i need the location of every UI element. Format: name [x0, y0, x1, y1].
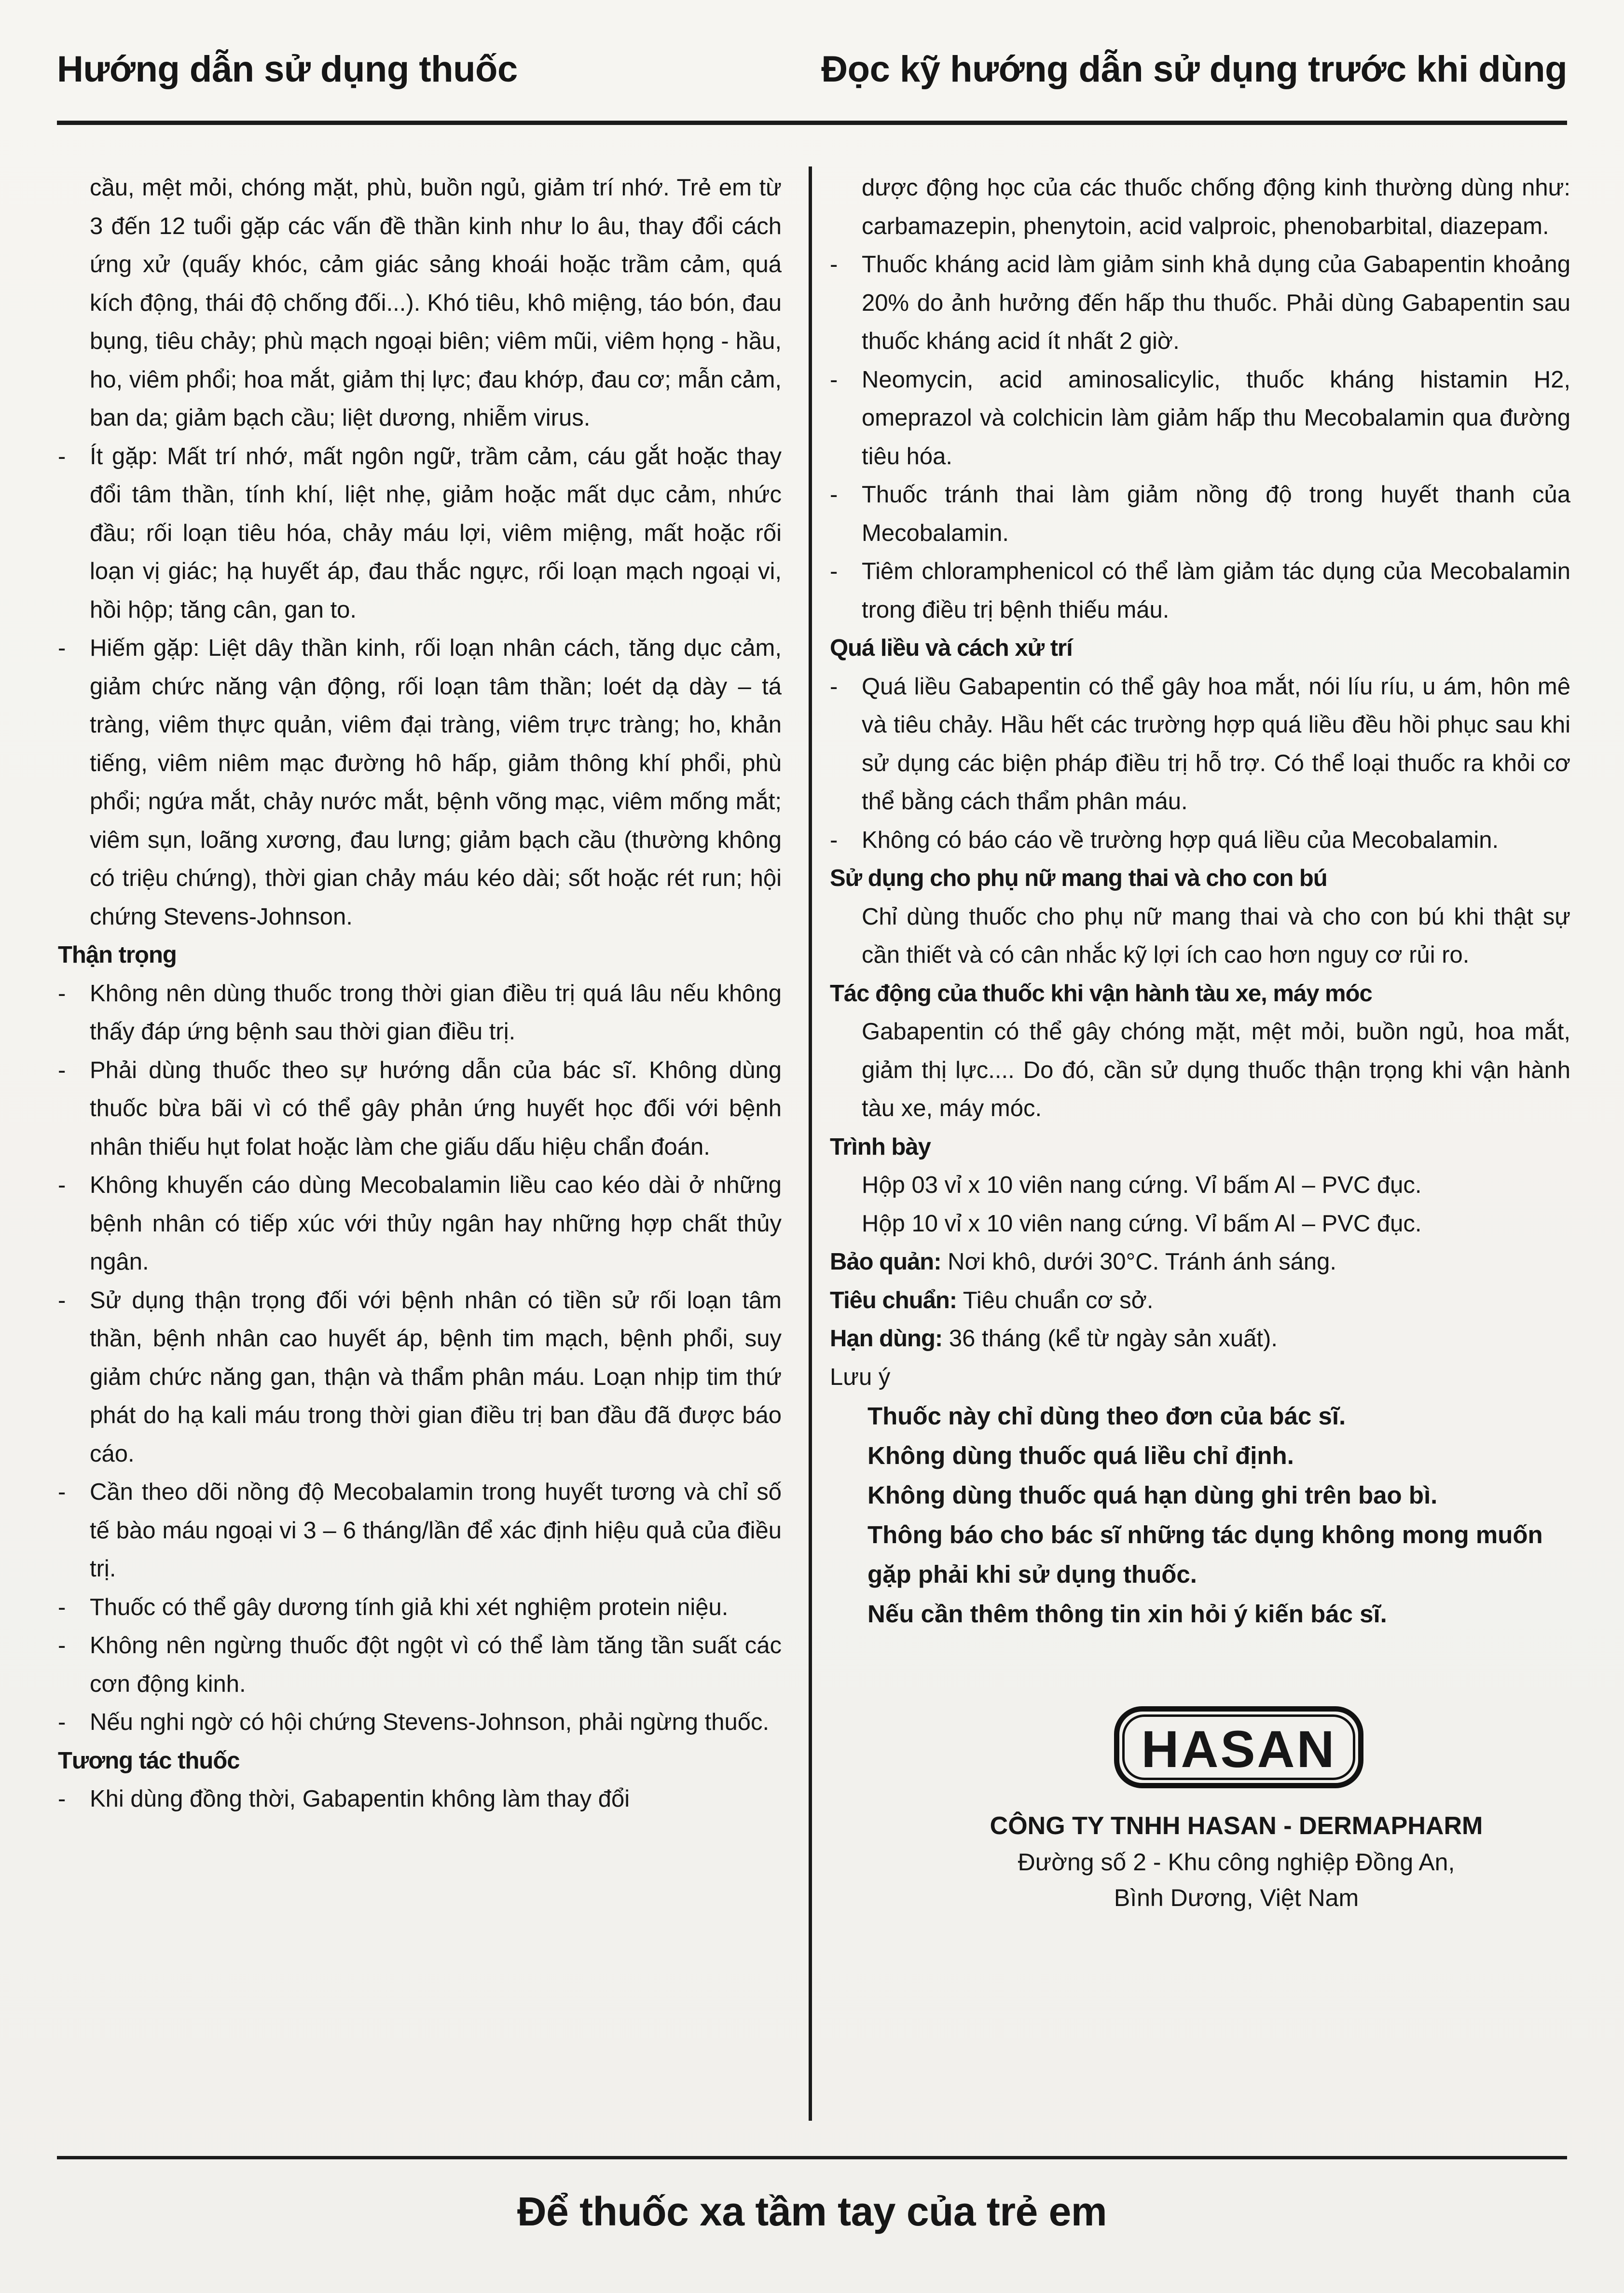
list-item	[830, 361, 1570, 476]
note-line: Thông báo cho bác sĩ những tác dụng không mong muốn gặp phải khi sử dụng thuốc.	[867, 1521, 1543, 1588]
list-dash: -	[830, 673, 838, 700]
note-line: Thuốc này chỉ dùng theo đơn của bác sĩ.	[867, 1402, 1346, 1430]
side-effects-continued: cầu, mệt mỏi, chóng mặt, phù, buồn ngủ, giảm trí nhớ. Trẻ em từ 3 đến 12 tuổi gặp các vấn đề thần kinh như lo âu, thay đổi cách ứng xử (quấy khóc, cảm giác sảng khoái hoặc trầm cảm, quá kích động, thái độ chống đối...). Khó tiêu, khô miệng, táo bón, đau bụng, tiêu chảy; phù mạch ngoại biên; viêm mũi, viêm họng - hầu, ho, viêm phổi; hoa mắt, giảm thị lực; đau khớp, đau cơ; mẫn cảm, ban da; giảm bạch cầu; liệt dương, nhiễm virus.	[90, 175, 782, 431]
presentation-line: Hộp 03 vỉ x 10 viên nang cứng. Vỉ bấm Al – PVC đục.	[862, 1172, 1422, 1198]
list-dash: -	[58, 443, 66, 470]
list-item	[58, 1166, 782, 1282]
caution-text: Sử dụng thận trọng đối với bệnh nhân có tiền sử rối loạn tâm thần, bệnh nhân cao huyết áp, bệnh tim mạch, bệnh phổi, suy giảm chức năng gan, thận và thẩm phân máu. Loạn nhịp tim thứ phát do hạ kali máu trong thời gian điều trị ban đầu đã được báo cáo.	[90, 1287, 782, 1467]
storage-value: Nơi khô, dưới 30°C. Tránh ánh sáng.	[941, 1249, 1336, 1275]
list-item	[58, 1780, 782, 1819]
interaction-text: Tiêm chloramphenicol có thể làm giảm tác dụng của Mecobalamin trong điều trị bệnh thiếu máu.	[862, 558, 1570, 623]
caution-text: Không nên ngừng thuốc đột ngột vì có thể làm tăng tần suất các cơn động kinh.	[90, 1632, 782, 1697]
presentation-line: Hộp 10 vỉ x 10 viên nang cứng. Vỉ bấm Al – PVC đục.	[862, 1210, 1422, 1237]
list-dash: -	[830, 827, 838, 853]
expiry-label: Hạn dùng:	[830, 1326, 943, 1352]
list-item	[58, 1282, 782, 1474]
overdose-text: Không có báo cáo về trường hợp quá liều của Mecobalamin.	[862, 827, 1499, 853]
list-item	[830, 553, 1570, 629]
footer-warning: Để thuốc xa tầm tay của trẻ em	[517, 2189, 1107, 2234]
logo-area	[830, 1706, 1570, 1788]
note-heading: Lưu ý	[830, 1364, 891, 1390]
interaction-text: Neomycin, acid aminosalicylic, thuốc kháng histamin H2, omeprazol và colchicin làm giảm hấp thu Mecobalamin qua đường tiêu hóa.	[862, 366, 1570, 470]
storage-line	[830, 1243, 1570, 1282]
list-dash: -	[830, 366, 838, 393]
list-item	[830, 476, 1570, 553]
company-name: CÔNG TY TNHH HASAN - DERMAPHARM	[990, 1812, 1483, 1840]
header-title-left: Hướng dẫn sử dụng thuốc	[57, 49, 518, 90]
list-dash: -	[58, 1786, 66, 1812]
storage-label: Bảo quản:	[830, 1249, 941, 1275]
company-address-2: Bình Dương, Việt Nam	[1114, 1884, 1359, 1911]
caution-text: Phải dùng thuốc theo sự hướng dẫn của bác sĩ. Không dùng thuốc bừa bãi vì có thể gây phản ứng huyết học đối với bệnh nhân thiếu hụt folat hoặc làm che giấu dấu hiệu chẩn đoán.	[90, 1057, 782, 1160]
list-item	[58, 629, 782, 936]
caution-text: Cần theo dõi nồng độ Mecobalamin trong huyết tương và chỉ số tế bào máu ngoại vi 3 – 6 tháng/lần để xác định hiệu quả của điều trị.	[90, 1479, 782, 1582]
presentation-heading: Trình bày	[830, 1133, 931, 1160]
expiry-value: 36 tháng (kể từ ngày sản xuất).	[942, 1326, 1278, 1352]
note-line: Không dùng thuốc quá liều chỉ định.	[867, 1442, 1294, 1469]
pregnancy-heading: Sử dụng cho phụ nữ mang thai và cho con bú	[830, 865, 1327, 891]
list-item	[830, 821, 1570, 860]
list-item	[58, 975, 782, 1051]
list-dash: -	[58, 1287, 66, 1313]
list-dash: -	[58, 980, 66, 1007]
column-divider	[809, 166, 812, 2121]
caution-text: Không khuyến cáo dùng Mecobalamin liều cao kéo dài ở những bệnh nhân có tiếp xúc với thủy ngân hay những hợp chất thủy ngân.	[90, 1172, 782, 1275]
list-item	[830, 246, 1570, 361]
left-column	[58, 169, 782, 1819]
interaction-continued: dược động học của các thuốc chống động kinh thường dùng như: carbamazepin, phenytoin, acid valproic, phenobarbital, diazepam.	[862, 175, 1570, 239]
list-item	[58, 1589, 782, 1627]
driving-heading: Tác động của thuốc khi vận hành tàu xe, máy móc	[830, 980, 1372, 1007]
header-rule	[57, 121, 1567, 125]
standard-line	[830, 1282, 1570, 1320]
right-column	[830, 169, 1570, 1916]
side-effect-uncommon: Ít gặp: Mất trí nhớ, mất ngôn ngữ, trầm cảm, cáu gắt hoặc thay đổi tâm thần, tính khí, liệt nhẹ, giảm hoặc mất dục cảm, nhức đầu; rối loạn tiêu hóa, chảy máu lợi, viêm miệng, mất hoặc rối loạn vị giác; hạ huyết áp, đau thắc ngực, rối loạn mạch ngoại vi, hồi hộp; tăng cân, gan to.	[90, 443, 782, 623]
list-dash: -	[58, 635, 66, 661]
interaction-text: Thuốc tránh thai làm giảm nồng độ trong huyết thanh của Mecobalamin.	[862, 482, 1570, 546]
list-item	[830, 668, 1570, 821]
caution-text: Thuốc có thể gây dương tính giả khi xét nghiệm protein niệu.	[90, 1594, 729, 1620]
list-item	[58, 1473, 782, 1589]
list-dash: -	[58, 1479, 66, 1505]
list-item	[58, 1703, 782, 1742]
list-item	[58, 438, 782, 630]
note-line: Nếu cần thêm thông tin xin hỏi ý kiến bác sĩ.	[867, 1600, 1387, 1628]
interaction-text: Thuốc kháng acid làm giảm sinh khả dụng của Gabapentin khoảng 20% do ảnh hưởng đến hấp thu thuốc. Phải dùng Gabapentin sau thuốc kháng acid ít nhất 2 giờ.	[862, 251, 1570, 354]
list-dash: -	[830, 558, 838, 584]
list-dash: -	[58, 1057, 66, 1083]
page-header	[57, 48, 1567, 90]
caution-text: Không nên dùng thuốc trong thời gian điều trị quá lâu nếu không thấy đáp ứng bệnh sau thời gian điều trị.	[90, 980, 782, 1045]
standard-label: Tiêu chuẩn:	[830, 1287, 957, 1313]
list-dash: -	[58, 1172, 66, 1198]
expiry-line	[830, 1320, 1570, 1358]
pregnancy-text: Chỉ dùng thuốc cho phụ nữ mang thai và cho con bú khi thật sự cần thiết và có cân nhắc kỹ lợi ích cao hơn nguy cơ rủi ro.	[862, 903, 1570, 968]
note-line: Không dùng thuốc quá hạn dùng ghi trên bao bì.	[867, 1481, 1438, 1509]
caution-text: Nếu nghi ngờ có hội chứng Stevens-Johnson, phải ngừng thuốc.	[90, 1709, 770, 1735]
driving-text: Gabapentin có thể gây chóng mặt, mệt mỏi, buồn ngủ, hoa mắt, giảm thị lực.... Do đó, cần sử dụng thuốc thận trọng khi vận hành tàu xe, máy móc.	[862, 1019, 1570, 1121]
overdose-text: Quá liều Gabapentin có thể gây hoa mắt, nói líu ríu, u ám, hôn mê và tiêu chảy. Hầu hết các trường hợp quá liều đều hồi phục sau khi sử dụng các biện pháp điều trị hỗ trợ. Có thể loại thuốc ra khỏi cơ thể bằng cách thẩm phân máu.	[862, 673, 1570, 815]
interaction-heading: Tương tác thuốc	[58, 1747, 240, 1774]
overdose-heading: Quá liều và cách xử trí	[830, 635, 1073, 661]
list-item	[58, 1627, 782, 1703]
company-address-1: Đường số 2 - Khu công nghiệp Đồng An,	[1018, 1849, 1455, 1876]
side-effect-rare: Hiếm gặp: Liệt dây thần kinh, rối loạn nhân cách, tăng dục cảm, giảm chức năng vận động, rối loạn tâm thần; loét dạ dày – tá tràng, viêm thực quản, viêm đại tràng, viêm trực tràng; ho, khản tiếng, viêm niêm mạc đường hô hấp, giảm thông khí phổi, phù phổi; ngứa mắt, chảy nước mắt, bệnh võng mạc, viêm mống mắt; viêm sụn, loãng xương, đau lưng; giảm bạch cầu (thường không có triệu chứng), thời gian chảy máu kéo dài; sốt hoặc rét run; hội chứng Stevens-Johnson.	[90, 635, 782, 930]
list-dash: -	[58, 1594, 66, 1620]
hasan-logo	[1114, 1706, 1363, 1788]
list-dash: -	[58, 1709, 66, 1735]
logo-text: HASAN	[1122, 1714, 1355, 1780]
standard-value: Tiêu chuẩn cơ sở.	[957, 1287, 1154, 1313]
footer-rule	[57, 2156, 1567, 2159]
header-title-right: Đọc kỹ hướng dẫn sử dụng trước khi dùng	[821, 49, 1567, 90]
list-dash: -	[830, 482, 838, 508]
list-item	[58, 1051, 782, 1167]
list-dash: -	[830, 251, 838, 277]
interaction-text: Khi dùng đồng thời, Gabapentin không làm thay đổi	[90, 1786, 630, 1812]
caution-heading: Thận trọng	[58, 942, 177, 968]
company-block	[830, 1808, 1570, 1916]
list-dash: -	[58, 1632, 66, 1658]
